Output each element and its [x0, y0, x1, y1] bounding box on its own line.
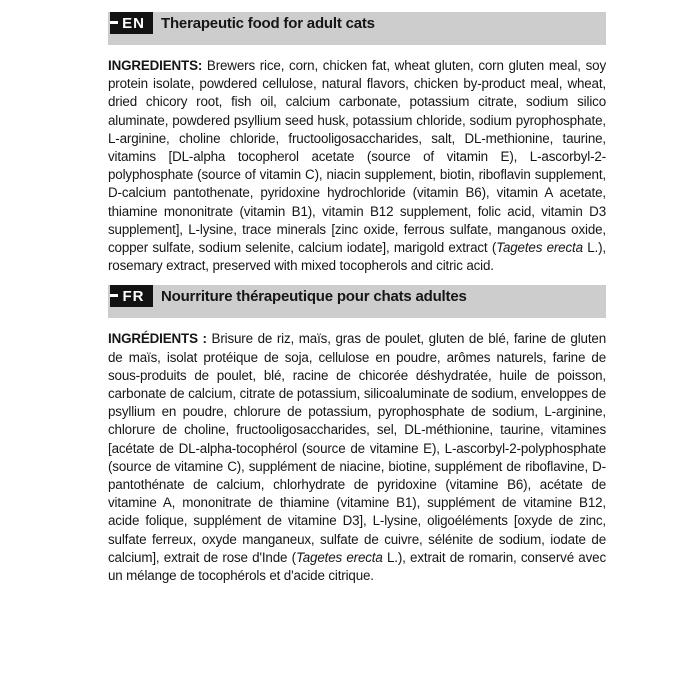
en-language-badge [110, 12, 153, 34]
fr-ingredients-paragraph [108, 330, 606, 585]
fr-badge-code: FR [122, 287, 145, 305]
fr-section-header [108, 285, 606, 318]
fr-section-title: Nourriture thérapeutique pour chats adultes [161, 288, 467, 306]
en-ingredients-paragraph [108, 57, 606, 275]
en-badge-code: EN [122, 14, 145, 32]
en-section-title: Therapeutic food for adult cats [161, 15, 375, 32]
en-ingredients-text: Brewers rice, corn, chicken fat, wheat gluten, corn gluten meal, soy protein isolate, powdered cellulose, natural flavors, chicken by-product meal, wheat, dried chicory root, fish oil, calcium carbonate, potassium citrate, sodium silico aluminate, powdered psyllium seed husk, potassium chloride, sodium pyrophosphate, L-arginine, choline chloride, fructooligosaccharides, salt, DL-methionine, taurine, vitamins [DL-alpha tocopherol acetate (source of vitamin E), L-ascorbyl-2-polyphosphate (source of vitamin C), niacin supplement, biotin, riboflavin supplement, D-calcium pantothenate, pyridoxine hydrochloride (vitamin B6), vitamin A acetate, thiamine mononitrate (vitamin B1), vitamin B12 supplement, folic acid, vitamin D3 supplement], L-lysine, trace minerals [zinc oxide, ferrous sulfate, manganous oxide, copper sulfate, sodium selenite, calcium iodate], marigold extract ( [108, 58, 606, 256]
en-ingredients-text-tail: L.), rosemary extract, preserved with mixed tocopherols and citric acid. [108, 240, 606, 274]
en-section-header [108, 12, 606, 45]
badge-dash-icon [110, 21, 118, 24]
fr-ingredients-text: Brisure de riz, maïs, gras de poulet, gluten de blé, farine de gluten de maïs, isolat protéique de soja, cellulose en poudre, arômes naturels, farine de sous-produits de poulet, blé, racine de chicorée déshydratée, huile de poisson, carbonate de calcium, citrate de potassium, silicoaluminate de sodium, enveloppes de psyllium en poudre, chlorure de potassium, pyrophosphate de sodium, L-arginine, chlorure de choline, fructooligosaccharides, sel, DL-méthionine, taurine, vitamines [acétate de DL-alpha-tocophérol (source de vitamine E), L-ascorbyl-2-polyphosphate (source de vitamine C), supplément de niacine, biotine, supplément de riboflavine, D-pantothénate de calcium, chlorhydrate de pyridoxine (vitamine B6), acétate de vitamine A, mononitrate de thiamine (vitamine B1), supplément de vitamine B12, acide folique, supplément de vitamine D3], L-lysine, oligoéléments [oxyde de zinc, sulfate ferreux, oxyde manganeux, sulfate de cuivre, sélénite de sodium, iodate de calcium], extrait de rose d'Inde ( [108, 331, 606, 565]
fr-species-name: Tagetes erecta [295, 549, 383, 565]
fr-ingredients-label: INGRÉDIENTS : [108, 331, 207, 347]
badge-dash-icon [110, 294, 118, 297]
en-species-name: Tagetes erecta [496, 240, 583, 256]
fr-language-badge [110, 285, 153, 307]
fr-ingredients-text-tail: L.), extrait de romarin, conservé avec un mélange de tocophérols et d'acide citrique. [108, 549, 606, 584]
en-ingredients-label: INGREDIENTS: [108, 58, 203, 73]
ingredient-label-page [108, 12, 606, 595]
